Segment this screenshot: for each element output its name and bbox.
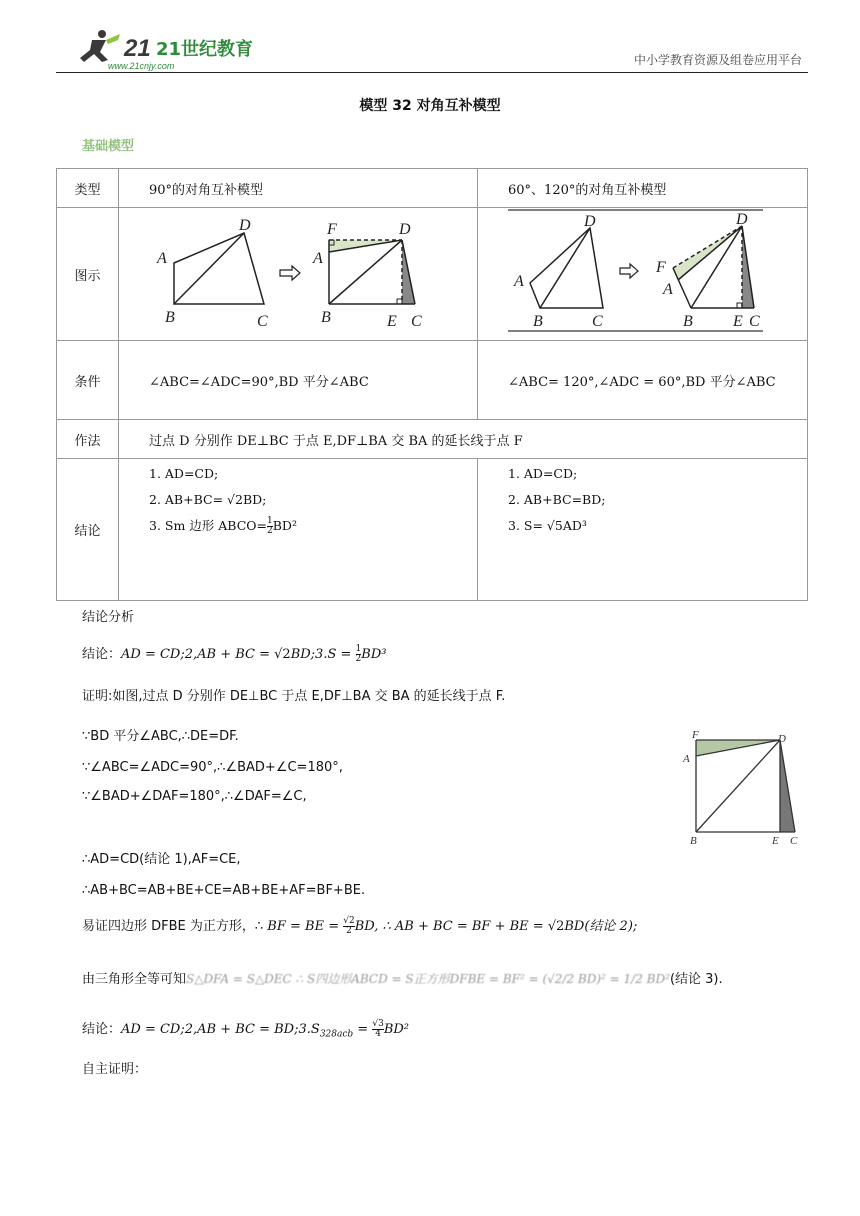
type-right: 60°、120°的对角互补模型 xyxy=(478,169,808,208)
proof-line-7: 由三角形全等可知S△DFA = S△DEC ∴ S四边形ABCD = S正方形DFBE = BF² = (√2/2 BD)² = 1/2 BD²(结论 3). xyxy=(82,972,723,987)
arrow-icon xyxy=(280,266,300,280)
diagram-60-120-model xyxy=(478,208,841,340)
table-row-method xyxy=(57,420,808,459)
conclusion-summary-1: 结论：AD = CD;2,AB + BC = √2BD;3.S = $\frac{1}{2}$ BD³ xyxy=(82,644,387,664)
proof-intro: 证明:如图,过点 D 分别作 DE⊥BC 于点 E,DF⊥BA 交 BA 的延长线于点 F. xyxy=(82,689,506,704)
row-label: 作法 xyxy=(57,420,119,459)
svg-text:D: D xyxy=(399,221,411,238)
svg-text:D: D xyxy=(778,733,786,745)
svg-text:21世纪教育: 21世纪教育 xyxy=(156,39,254,60)
svg-text:E: E xyxy=(733,313,743,330)
model-table xyxy=(56,168,808,601)
svg-text:B: B xyxy=(321,309,331,326)
conclusion-summary-2: 结论：AD = CD;2,AB + BC = $BD;3.S_{328acb}$ = $\frac{√3}{4}$ BD² xyxy=(82,1019,409,1040)
svg-text:E: E xyxy=(387,313,397,330)
table-row-conclusion xyxy=(57,459,808,601)
method-text: 过点 D 分别作 DE⊥BC 于点 E,DF⊥BA 交 BA 的延长线于点 F xyxy=(119,420,808,459)
proof-line-5: ∴AB+BC=AB+BE+CE=AB+BE+AF=BF+BE. xyxy=(82,883,366,898)
conclusion-left xyxy=(119,459,478,601)
svg-text:F: F xyxy=(327,221,337,238)
condition-right: ∠ABC= 120°,∠ADC = 60°,BD 平分∠ABC xyxy=(478,341,808,420)
svg-text:D: D xyxy=(584,213,596,230)
svg-text:B: B xyxy=(683,313,693,330)
svg-text:C: C xyxy=(411,313,422,330)
conclusion-line: 2. AB+BC= √2BD; xyxy=(149,492,267,507)
table-row-condition xyxy=(57,341,808,420)
blurred-formula: S△DFA = S△DEC ∴ S四边形ABCD = S正方形DFBE = BF² = (√2/2 BD)² = 1/2 BD² xyxy=(186,972,670,986)
figure-60-120 xyxy=(478,208,808,341)
conclusion-line: 2. AB+BC=BD; xyxy=(508,492,606,507)
svg-text:C: C xyxy=(749,313,760,330)
diagram-90-model xyxy=(119,208,447,340)
proof-line-4: ∴AD=CD(结论 1),AF=CE, xyxy=(82,852,241,867)
table-row-figure xyxy=(57,208,808,341)
conclusion-right xyxy=(478,459,808,601)
page-header xyxy=(56,26,808,73)
svg-text:B: B xyxy=(533,313,543,330)
conclusion-line: 3. Sm 边形 ABCO= $\frac{1}{2}$ BD² xyxy=(149,516,297,536)
svg-text:B: B xyxy=(165,309,175,326)
svg-text:E: E xyxy=(772,835,779,847)
svg-text:C: C xyxy=(592,313,603,330)
conclusion-line: 3. S= √5AD³ xyxy=(508,518,587,533)
conclusion-line: 1. AD=CD; xyxy=(508,466,578,481)
table-row-type xyxy=(57,169,808,208)
condition-left: ∠ABC=∠ADC=90°,BD 平分∠ABC xyxy=(119,341,478,420)
conclusion-line: 1. AD=CD; xyxy=(149,466,219,481)
proof-line-1: ∵BD 平分∠ABC,∴DE=DF. xyxy=(82,729,239,744)
arrow-icon xyxy=(620,264,638,278)
svg-text:A: A xyxy=(683,753,690,765)
svg-text:F: F xyxy=(656,259,666,276)
svg-text:F: F xyxy=(692,729,699,741)
svg-text:D: D xyxy=(736,211,748,228)
page-title: 模型 32 对角互补模型 xyxy=(359,98,501,114)
type-left: 90°的对角互补模型 xyxy=(119,169,478,208)
svg-text:C: C xyxy=(790,835,798,847)
proof-line-2: ∵∠ABC=∠ADC=90°,∴∠BAD+∠C=180°, xyxy=(82,760,343,775)
svg-text:D: D xyxy=(239,217,251,234)
platform-name: 中小学教育资源及组卷应用平台 xyxy=(633,53,802,67)
analysis-heading: 结论分析 xyxy=(82,610,135,625)
svg-text:A: A xyxy=(313,250,323,267)
row-label: 类型 xyxy=(57,169,119,208)
svg-text:A: A xyxy=(663,281,673,298)
row-label: 图示 xyxy=(57,208,119,341)
figure-90 xyxy=(119,208,478,341)
section-heading: 基础模型 xyxy=(82,139,135,154)
svg-text:A: A xyxy=(157,250,167,267)
svg-text:C: C xyxy=(257,313,268,330)
proof-figure xyxy=(680,728,804,852)
proof-line-3: ∵∠BAD+∠DAF=180°,∴∠DAF=∠C, xyxy=(82,789,307,804)
logo-21cnjy xyxy=(62,28,262,72)
self-proof-heading: 自主证明： xyxy=(82,1062,148,1077)
proof-line-6: 易证四边形 DFBE 为正方形，∴ BF = BE = $\frac{√2}{2}$ BD, ∴ AB + BC = BF + BE = √2BD(结论 2); xyxy=(82,916,638,936)
svg-text:www.21cnjy.com: www.21cnjy.com xyxy=(108,61,175,71)
svg-text:21: 21 xyxy=(124,35,151,62)
svg-text:B: B xyxy=(690,835,697,847)
row-label: 条件 xyxy=(57,341,119,420)
row-label: 结论 xyxy=(57,459,119,601)
svg-text:A: A xyxy=(514,273,524,290)
